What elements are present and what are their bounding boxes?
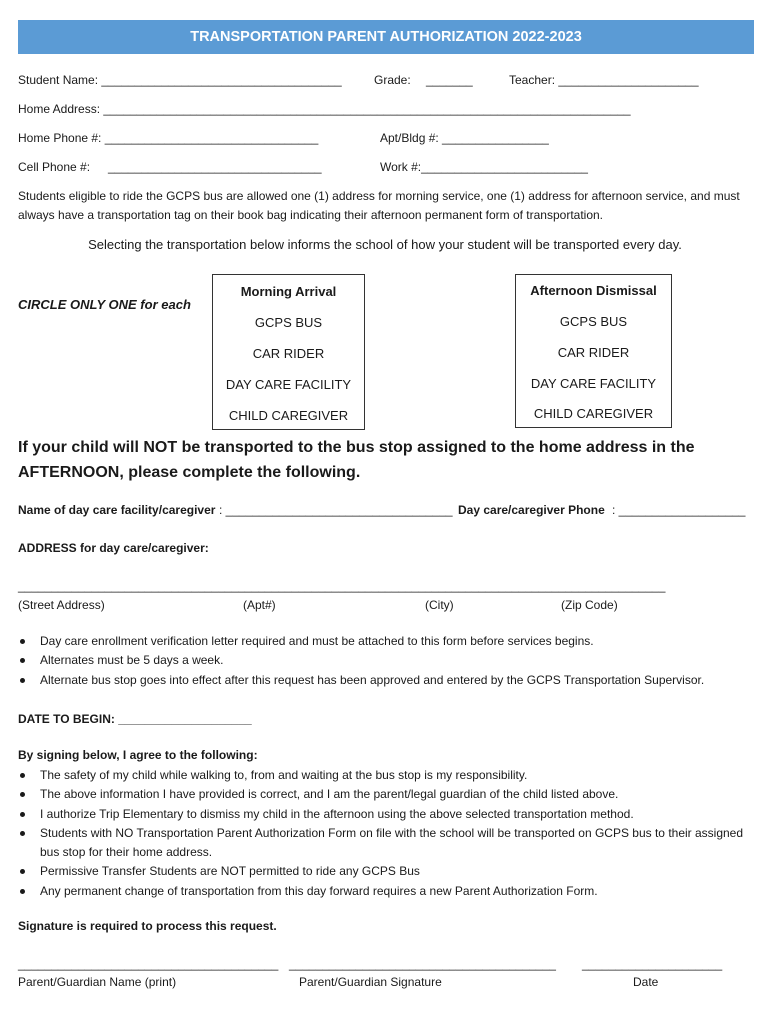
afternoon-option-gcps-bus[interactable]: GCPS BUS: [559, 314, 628, 329]
agreement-list: [18, 766, 758, 901]
date-caption: Date: [633, 975, 659, 989]
daycare-phone-field[interactable]: : ___________________: [612, 503, 746, 517]
list-item: Permissive Transfer Students are NOT permitted to ride any GCPS Bus: [18, 862, 758, 881]
parent-signature-line[interactable]: ________________________________________: [289, 957, 556, 971]
grade-field[interactable]: _______: [426, 73, 473, 87]
street-address-caption: (Street Address): [18, 598, 105, 612]
morning-option-gcps-bus[interactable]: GCPS BUS: [254, 315, 323, 330]
morning-option-child-caregiver[interactable]: CHILD CAREGIVER: [228, 408, 349, 423]
form-title: TRANSPORTATION PARENT AUTHORIZATION 2022-2023: [18, 20, 754, 54]
afternoon-option-child-caregiver[interactable]: CHILD CAREGIVER: [533, 406, 654, 421]
morning-arrival-title: Morning Arrival: [240, 284, 337, 299]
eligibility-paragraph: Students eligible to ride the GCPS bus are allowed one (1) address for morning service, one (1) address for afternoon service, and must always have a transportation tag on their book bag indicating their afternoon permanent form of transportation.: [18, 189, 740, 222]
morning-arrival-box: [212, 274, 365, 430]
home-address-field[interactable]: Home Address: _______________________________________________________________________________: [18, 102, 631, 116]
student-name-field[interactable]: Student Name: ____________________________________: [18, 73, 342, 87]
cell-phone-label: Cell Phone #:: [18, 160, 91, 174]
apt-caption: (Apt#): [243, 598, 276, 612]
afternoon-dismissal-title: Afternoon Dismissal: [530, 283, 657, 298]
home-phone-field[interactable]: Home Phone #: ________________________________: [18, 131, 319, 145]
daycare-address-line[interactable]: _________________________________________________________________________________________________: [18, 579, 666, 593]
agreement-heading: By signing below, I agree to the following:: [18, 748, 258, 762]
grade-label: Grade:: [374, 73, 411, 87]
list-item: Day care enrollment verification letter required and must be attached to this form before services begins.: [18, 632, 758, 651]
list-item: Alternate bus stop goes into effect after this request has been approved and entered by the GCPS Transportation Supervisor.: [18, 671, 758, 690]
list-item: Students with NO Transportation Parent Authorization Form on file with the school will be transported on GCPS bus to their assigned bus stop for their home address.: [18, 824, 758, 863]
work-phone-field[interactable]: Work #:_________________________: [380, 160, 588, 174]
selecting-instructions: Selecting the transportation below informs the school of how your student will be transported every day.: [88, 237, 682, 252]
daycare-phone-label: Day care/caregiver Phone: [458, 503, 605, 517]
daycare-name-field[interactable]: : __________________________________: [219, 503, 453, 517]
daycare-address-label: ADDRESS for day care/caregiver:: [18, 541, 209, 555]
parent-name-caption: Parent/Guardian Name (print): [18, 975, 177, 989]
daycare-name-label: Name of day care facility/caregiver: [18, 503, 216, 517]
date-to-begin-field[interactable]: DATE TO BEGIN: ____________________: [18, 712, 252, 726]
list-item: The above information I have provided is correct, and I am the parent/legal guardian of the child listed above.: [18, 785, 758, 804]
morning-option-day-care[interactable]: DAY CARE FACILITY: [225, 377, 352, 392]
cell-phone-field[interactable]: ________________________________: [108, 160, 322, 174]
parent-signature-caption: Parent/Guardian Signature: [299, 975, 442, 989]
list-item: Any permanent change of transportation from this day forward requires a new Parent Authorization Form.: [18, 882, 758, 901]
afternoon-dismissal-box: [515, 274, 672, 428]
list-item: Alternates must be 5 days a week.: [18, 651, 758, 670]
apt-bldg-field[interactable]: Apt/Bldg #: ________________: [380, 131, 549, 145]
afternoon-option-day-care[interactable]: DAY CARE FACILITY: [530, 376, 657, 391]
city-caption: (City): [425, 598, 454, 612]
list-item: The safety of my child while walking to, from and waiting at the bus stop is my responsibility.: [18, 766, 758, 785]
afternoon-heading: If your child will NOT be transported to the bus stop assigned to the home address in the AFTERNOON, please complete the following.: [18, 439, 695, 481]
morning-option-car-rider[interactable]: CAR RIDER: [252, 346, 325, 361]
zip-caption: (Zip Code): [561, 598, 618, 612]
daycare-requirements-list: [18, 632, 758, 690]
list-item: I authorize Trip Elementary to dismiss my child in the afternoon using the above selected transportation method.: [18, 805, 758, 824]
parent-name-line[interactable]: _______________________________________: [18, 957, 279, 971]
date-line[interactable]: _____________________: [582, 957, 723, 971]
teacher-field[interactable]: Teacher: _____________________: [509, 73, 699, 87]
circle-only-note: CIRCLE ONLY ONE for each: [18, 297, 191, 312]
signature-required-note: Signature is required to process this request.: [18, 919, 277, 933]
afternoon-option-car-rider[interactable]: CAR RIDER: [557, 345, 630, 360]
